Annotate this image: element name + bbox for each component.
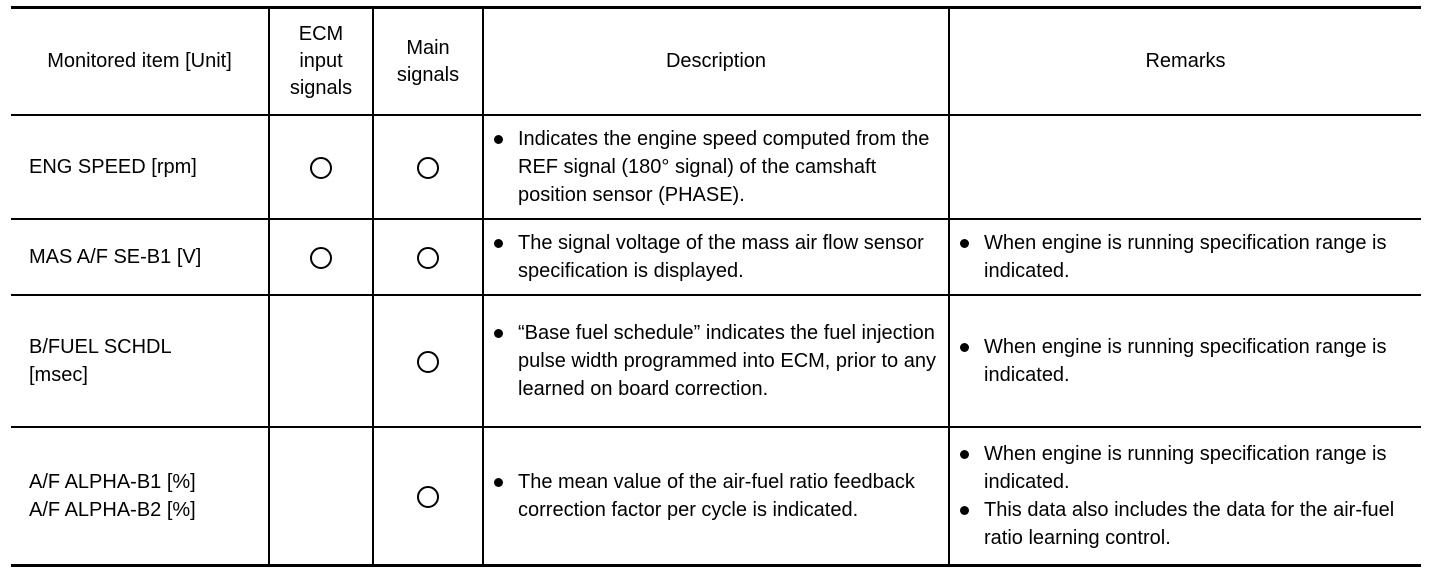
- main-signal-cell: [373, 295, 483, 427]
- bullet-icon: [494, 478, 503, 487]
- bullet-icon: [960, 450, 969, 459]
- ecm-input-cell: [269, 427, 373, 566]
- circle-mark-icon: [417, 247, 439, 269]
- circle-mark-icon: [310, 157, 332, 179]
- circle-mark-icon: [417, 157, 439, 179]
- description-cell: The signal voltage of the mass air flow sensor specification is displayed.: [483, 219, 949, 295]
- remarks-cell: [949, 115, 1421, 219]
- header-description: Description: [483, 8, 949, 116]
- remarks-cell: When engine is running specification range is indicated.: [949, 295, 1421, 427]
- circle-mark-icon: [310, 247, 332, 269]
- table-row: [11, 427, 1421, 566]
- bullet-icon: [960, 239, 969, 248]
- monitor-item-table: [11, 6, 1421, 567]
- monitored-item-cell: A/F ALPHA-B1 [%] A/F ALPHA-B2 [%]: [11, 427, 269, 566]
- header-ecm-input-signals: ECM input signals: [269, 8, 373, 116]
- circle-mark-icon: [417, 351, 439, 373]
- monitored-item-cell: MAS A/F SE-B1 [V]: [11, 219, 269, 295]
- header-remarks: Remarks: [949, 8, 1421, 116]
- ecm-input-cell: [269, 219, 373, 295]
- table-header-row: [11, 8, 1421, 116]
- monitored-item-cell: ENG SPEED [rpm]: [11, 115, 269, 219]
- description-cell: The mean value of the air-fuel ratio feedback correction factor per cycle is indicated.: [483, 427, 949, 566]
- table-row: [11, 295, 1421, 427]
- bullet-icon: [960, 343, 969, 352]
- bullet-icon: [960, 506, 969, 515]
- description-cell: “Base fuel schedule” indicates the fuel injection pulse width programmed into ECM, prior to any learned on board correction.: [483, 295, 949, 427]
- bullet-icon: [494, 135, 503, 144]
- table-row: [11, 115, 1421, 219]
- table-row: [11, 219, 1421, 295]
- main-signal-cell: [373, 115, 483, 219]
- description-cell: Indicates the engine speed computed from the REF signal (180° signal) of the camshaft position sensor (PHASE).: [483, 115, 949, 219]
- ecm-input-cell: [269, 115, 373, 219]
- header-main-signals: Main signals: [373, 8, 483, 116]
- bullet-icon: [494, 239, 503, 248]
- circle-mark-icon: [417, 486, 439, 508]
- remarks-cell: When engine is running specification range is indicated.: [949, 219, 1421, 295]
- main-signal-cell: [373, 219, 483, 295]
- remarks-cell: When engine is running specification range is indicated. This data also includes the data for the air-fuel ratio learning control.: [949, 427, 1421, 566]
- monitored-item-cell: B/FUEL SCHDL [msec]: [11, 295, 269, 427]
- main-signal-cell: [373, 427, 483, 566]
- bullet-icon: [494, 329, 503, 338]
- header-monitored-item: Monitored item [Unit]: [11, 8, 269, 116]
- ecm-input-cell: [269, 295, 373, 427]
